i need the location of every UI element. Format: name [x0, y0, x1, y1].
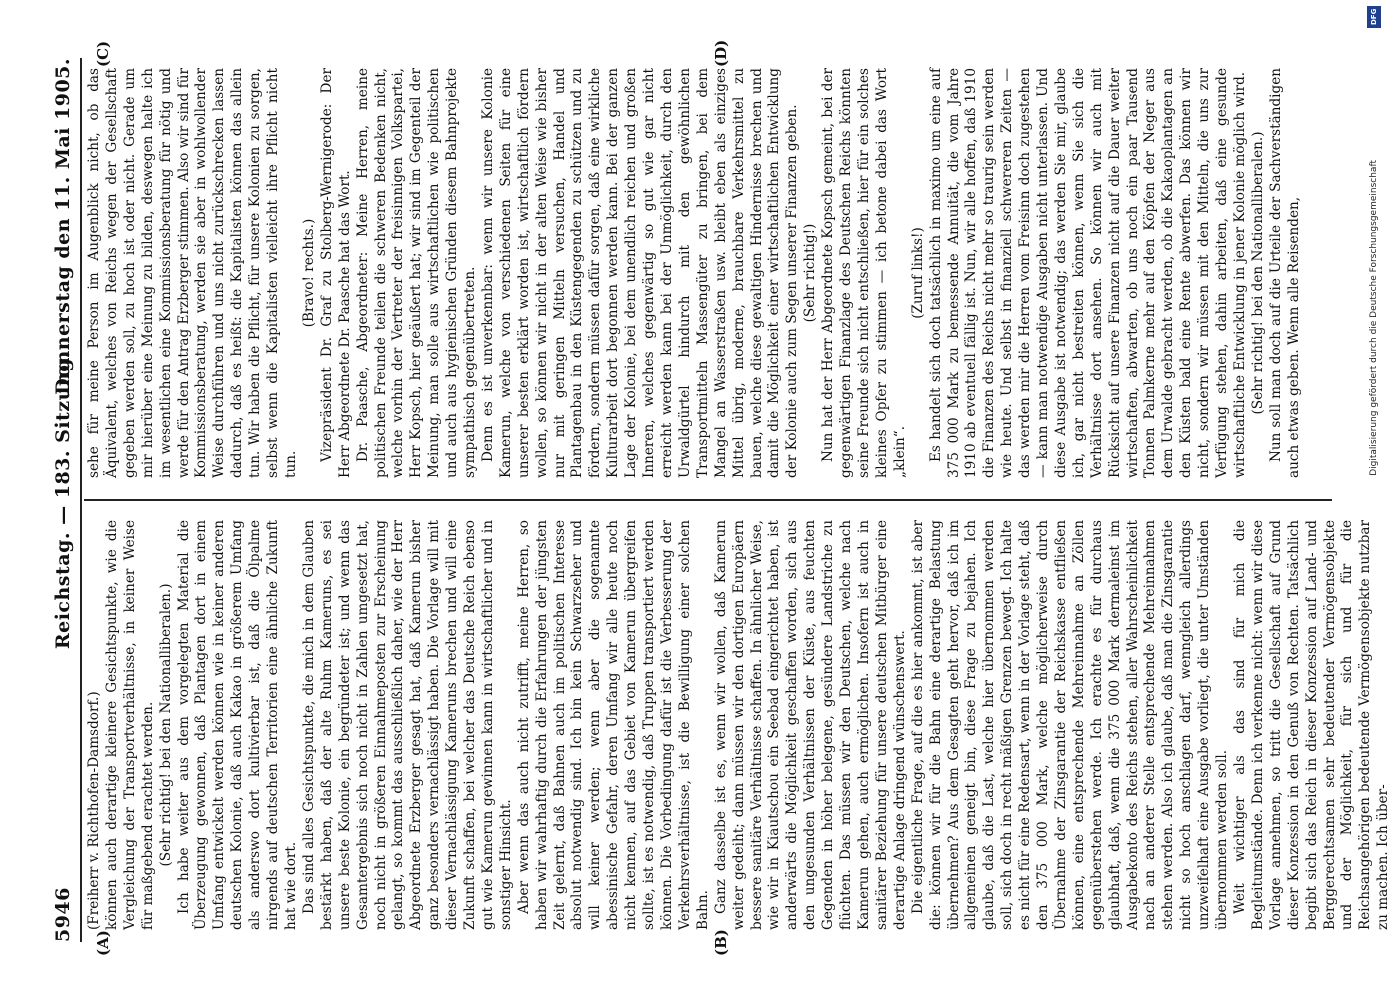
- column-divider: [84, 499, 1332, 501]
- paragraph: Nun soll man doch auf die Urteile der Sachverständigen auch etwas geben. Wenn alle Reisenden,: [1267, 68, 1302, 478]
- paragraph: Ganz dasselbe ist es, wenn wir wollen, daß Kamerun weiter gedeiht; dann müssen wir den dortigen Europäern bessere sanitäre Verhältnisse schaffen. In ähnlicher Weise, wie wir in Kiautschou ein Seebad eingerichtet haben, ist anderwärts die Möglichkeit geschaffen worden, sich aus den ungesunden Verhältnissen der Küste, aus feuchten Gegenden in höher belegene, gesündere Landstriche zu flüchten. Das müssen wir den Deutschen, welche nach Kamerun gehen, auch ermöglichen. Insofern ist auch in sanitärer Beziehung für unsere deutschen Mitbürger eine derartige Anlage dringend wünschenswert.: [712, 520, 908, 930]
- header-rule: [80, 58, 82, 942]
- interjection: (Sehr richtig!): [801, 223, 818, 323]
- paragraph: können auch derartige kleinere Gesichtspunkte, wie die Vergleichung der Transportverhältnisse, in keiner Weise für maßgebend erachtet werden.: [103, 520, 156, 930]
- paragraph: Ich habe weiter aus dem vorgelegten Material die Überzeugung gewonnen, daß Plantagen dort in einem Umfang entwickelt werden können wie in keiner anderen deutschen Kolonie, daß auch Kakao in größerem Umfang als anderswo dort kultivierbar ist, daß die Ölpalme nirgends auf deutschen Territorien eine ähnliche Zukunft hat wie dort.: [175, 520, 299, 930]
- dfg-logo: DFG: [1367, 6, 1381, 28]
- left-column: [85, 520, 1391, 930]
- margin-marker-b: (B): [711, 929, 730, 956]
- chair-statement: Vizepräsident Dr. Graf zu Stolberg-Wernigerode: Der Herr Abgeordnete Dr. Paasche hat das Wort.: [318, 68, 353, 478]
- interjection: (Sehr richtig! bei den Nationalliberalen.): [1249, 131, 1266, 415]
- paragraph: Dr. Paasche, Abgeordneter: Meine Herren, meine politischen Freunde teilen die schweren Bedenken nicht, welche vorhin der Vertreter der freisinnigen Volkspartei, Herr Kopsch, hier geäußert hat; wir sind im Gegenteil der Meinung, man solle aus wirtschaftlichen wie politischen und auch aus hygienischen Gründen diesem Bahnprojekte sympathisch gegenübertreten.: [354, 68, 478, 478]
- paragraph: Denn es ist unverkennbar: wenn wir unsere Kolonie Kamerun, welche von verschiedenen Seiten für eine unserer besten erklärt worden ist, wirtschaftlich fördern wollen, so können wir nicht in der alten Weise wie bisher nur mit geringen Mitteln versuchen, Handel und Plantagenbau in den Küstengegenden zu schützen und zu fördern, sondern müssen dafür sorgen, daß eine wirkliche Kulturarbeit dort begonnen werden kann. Bei der ganzen Lage der Kolonie, bei dem unendlich reichen und großen Inneren, welches gegenwärtig so gut wie gar nicht erreicht werden kann bei der Unmöglichkeit, durch den Urwaldgürtel hindurch mit den gewöhnlichen Transportmitteln Massengüter zu bringen, bei dem Mangel an Wasserstraßen usw. bleibt eben als einziges Mittel übrig, moderne, brauchbare Verkehrsmittel zu bauen, welche diese gewaltigen Hindernisse brechen und damit die Möglichkeit einer wirtschaftlichen Entwicklung der Kolonie auch zum Segen unserer Finanzen geben.: [479, 68, 800, 478]
- digitization-credit: Digitalisierung gefördert durch die Deutsche Forschungsgemeinschaft: [1369, 160, 1379, 476]
- margin-marker-d: (D): [711, 39, 730, 67]
- interjection: (Bravo! rechts.): [300, 218, 317, 328]
- page-number: 5946: [51, 887, 74, 942]
- margin-marker-a: (A): [93, 930, 112, 956]
- paragraph: Weit wichtiger als das sind für mich die Begleitumstände. Denn ich verkenne nicht: wenn wir diese Vorlage annehmen, so tritt die Gesellschaft auf Grund dieser Konzession in den Genuß von Rechten. Tatsächlich begibt sich das Reich in dieser Konzession auf Land- und Berggerechtsamen sehr bedeutender Vermögensobjekte und der Möglichkeit, für sich und für die Reichsangehörigen bedeutende Vermögensobjekte nutzbar zu machen. Ich über-: [1231, 520, 1391, 930]
- right-column: [86, 68, 1330, 478]
- paragraph: sehe für meine Person im Augenblick nicht, ob das Äquivalent, welches von Reichs wegen der Gesellschaft gegeben werden soll, zu hoch ist oder nicht. Gerade um mir hierüber eine Meinung zu bilden, deswegen halte ich im wesentlichen eine Kommissionsberatung für nötig und werde für den Antrag Erzberger stimmen. Also wir sind für Kommissionsberatung, werden sie aber in wohlwollender Weise durchführen und uns nicht zurückschrecken lassen dadurch, daß es heißt: die Kapitalisten können das allein tun. Wir haben die Pflicht, für unsere Kolonien zu sorgen, selbst wenn die Kapitalisten vielleicht ihre Pflicht nicht tun.: [85, 68, 299, 478]
- paragraph: Aber wenn das auch nicht zutrifft, meine Herren, so haben wir wahrhaftig durch die Erfahrungen der jüngsten Zeit gelernt, daß Bahnen auch im politischen Interesse absolut notwendig sind. Ich bin kein Schwarzseher und will keiner werden; wenn aber die sogenannte abessinische Gefahr, deren Umfang wir alle heute noch nicht kennen, auf das Gebiet von Kamerun übergreifen sollte, ist es notwendig, daß Truppen transportiert werden können. Die Vorbedingung dafür ist die Verbesserung der Verkehrsverhältnisse, ist die Bewilligung einer solchen Bahn.: [515, 520, 711, 930]
- paragraph: Nun hat der Herr Abgeordnete Kopsch gemeint, bei der gegenwärtigen Finanzlage des Deutschen Reichs könnten seine Freunde sich nicht entschließen, hier für ein solches kleines Opfer zu stimmen — ich betone dabei das Wort „klein“.: [819, 68, 908, 478]
- paragraph: Es handelt sich doch tatsächlich in maximo um eine auf 375 000 Mark zu bemessende Annuität, die vom Jahre 1910 ab eventuell fällig ist. Nun, wir alle hoffen, daß 1910 die Finanzen des Reichs nicht mehr so traurig sein werden wie heute. Und selbst in finanziell schwereren Zeiten — das werden mir die Herren vom Freisinn doch zugestehen — kann man notwendige Ausgaben nicht unterlassen. Und diese Ausgabe ist notwendig; das werden Sie mir, glaube ich, gar nicht bestreiten können, wenn Sie sich die Verhältnisse dort ansehen. So können wir auch mit Rücksicht auf unsere Finanzen nicht auf die Dauer weiter wirtschaften, abwarten, ob uns noch ein paar Tausend Tonnen Palmkerne mehr auf den Köpfen der Neger aus dem Urwalde gebracht werden, ob die Kakaoplantagen an den Küsten bald eine Rente abwerfen. Das können wir nicht, sondern wir müssen mit den Mitteln, die uns zur Verfügung stehen, dahin arbeiten, daß eine gesunde wirtschaftliche Entwicklung in jener Kolonie möglich wird.: [927, 68, 1248, 478]
- paragraph: Das sind alles Gesichtspunkte, die mich in dem Glauben bestärkt haben, daß der alte Ruhm Kameruns, es sei unsere beste Kolonie, ein begründeter ist; und wenn das Gesamtergebnis sich noch nicht in Zahlen umgesetzt hat, noch nicht in größeren Einnahmeposten zur Erscheinung gelangt, so kommt das ausschließlich daher, wie der Herr Abgeordnete Erzberger gesagt hat, daß Kamerun bisher ganz besonders vernachlässigt haben. Die Vorlage will mit dieser Vernachlässigung Kameruns brechen und will eine Zukunft schaffen, bei welcher das Deutsche Reich ebenso gut wie Kamerun gewinnen kann in wirtschaftlicher und in sonstiger Hinsicht.: [300, 520, 514, 930]
- session-date: Donnerstag den 11. Mai 1905.: [51, 58, 74, 395]
- interjection: (Sehr richtig! bei den Nationalliberalen.): [157, 583, 174, 867]
- margin-marker-c: (C): [93, 40, 112, 67]
- interjection: (Zuruf links!): [909, 227, 926, 319]
- paragraph: Die eigentliche Frage, auf die es hier ankommt, ist aber die: können wir für die Bahn eine derartige Belastung übernehmen? Aus dem Gesagten geht hervor, daß ich im allgemeinen geneigt bin, diese Frage zu bejahen. Ich glaube, daß die Last, welche hier übernommen werden soll, sich doch in recht mäßigen Grenzen bewegt. Ich halte es nicht für eine Redensart, wenn in der Vorlage steht, daß den 375 000 Mark, welche möglicherweise durch Übernahme der Zinsgarantie der Reichskasse entfließen können, eine entsprechende Mehreinnahme an Zöllen gegenüberstehen werde. Ich erachte es für durchaus glaubhaft, daß, wenn die 375 000 Mark dermaleinst im Ausgabekonto des Reichs stehen, aller Wahrscheinlichkeit nach an anderer Stelle entsprechende Mehreinnahmen stehen werden. Also ich glaube, daß man die Zinsgarantie nicht so hoch anschlagen darf, wenngleich allerdings unzweifelhaft eine Ausgabe vorliegt, die unter Umständen übernommen werden soll.: [909, 520, 1230, 930]
- session-title: Reichstag. — 183. Sitzung.: [51, 350, 74, 650]
- page-header: [52, 58, 78, 942]
- speaker-heading: (Freiherr v. Richthofen-Damsdorf.): [85, 691, 102, 930]
